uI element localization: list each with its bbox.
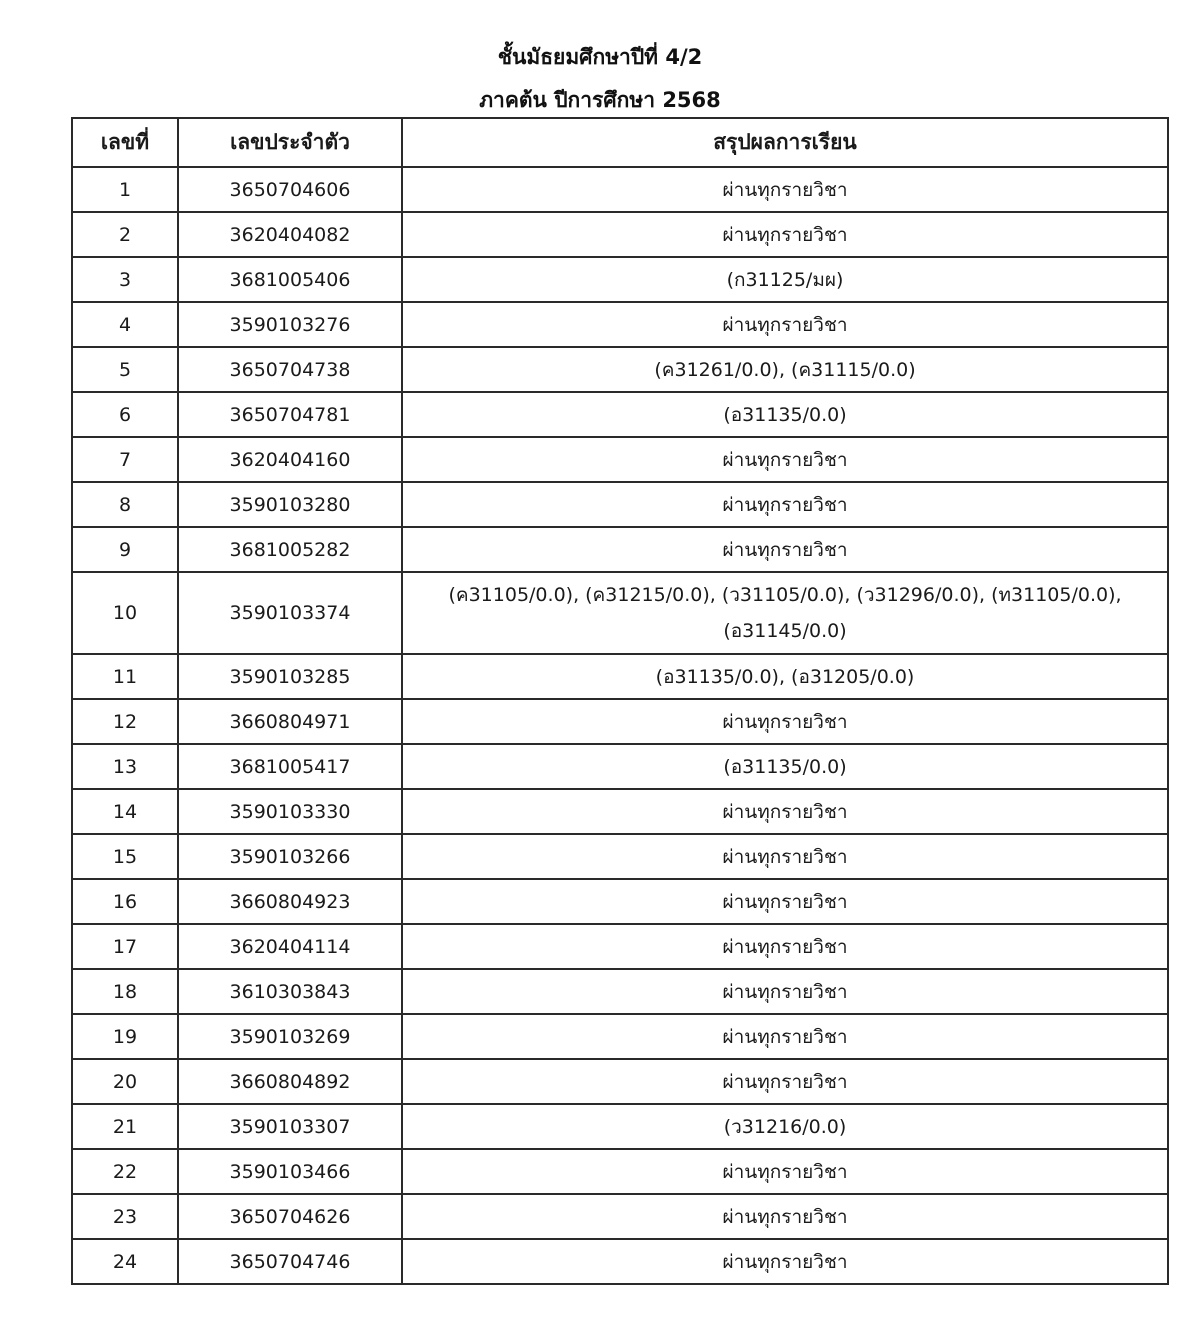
cell-student-id: 3660804923 [178,879,402,924]
cell-number: 13 [72,744,178,789]
cell-number: 17 [72,924,178,969]
cell-result: ผ่านทุกรายวิชา [402,879,1168,924]
document-subtitle: ภาคต้น ปีการศึกษา 2568 [479,88,721,112]
cell-student-id: 3590103307 [178,1104,402,1149]
table-row [72,654,1168,699]
cell-student-id: 3590103466 [178,1149,402,1194]
cell-student-id: 3620404082 [178,212,402,257]
cell-number: 11 [72,654,178,699]
cell-result: ผ่านทุกรายวิชา [402,482,1168,527]
cell-result: ผ่านทุกรายวิชา [402,1149,1168,1194]
table-row [72,969,1168,1014]
cell-number: 23 [72,1194,178,1239]
cell-student-id: 3590103269 [178,1014,402,1059]
cell-number: 5 [72,347,178,392]
cell-result: ผ่านทุกรายวิชา [402,167,1168,212]
cell-result: (ค31261/0.0), (ค31115/0.0) [402,347,1168,392]
cell-student-id: 3590103374 [178,572,402,654]
table-row [72,924,1168,969]
cell-student-id: 3620404160 [178,437,402,482]
cell-result: ผ่านทุกรายวิชา [402,212,1168,257]
cell-student-id: 3660804971 [178,699,402,744]
table-body [72,167,1168,1284]
cell-number: 6 [72,392,178,437]
cell-result: (ค31105/0.0), (ค31215/0.0), (ว31105/0.0), (ว31296/0.0), (ท31105/0.0), (อ31145/0.0) [402,572,1168,654]
cell-result: ผ่านทุกรายวิชา [402,924,1168,969]
table-row [72,347,1168,392]
cell-result: (อ31135/0.0), (อ31205/0.0) [402,654,1168,699]
cell-result: ผ่านทุกรายวิชา [402,789,1168,834]
header-number: เลขที่ [72,118,178,167]
table-row [72,1059,1168,1104]
cell-number: 10 [72,572,178,654]
cell-number: 2 [72,212,178,257]
table-row [72,482,1168,527]
cell-result: ผ่านทุกรายวิชา [402,1059,1168,1104]
cell-number: 1 [72,167,178,212]
table-row [72,392,1168,437]
cell-student-id: 3650704781 [178,392,402,437]
cell-number: 7 [72,437,178,482]
cell-result: ผ่านทุกรายวิชา [402,834,1168,879]
cell-number: 9 [72,527,178,572]
cell-result: ผ่านทุกรายวิชา [402,302,1168,347]
table-row [72,212,1168,257]
cell-student-id: 3650704738 [178,347,402,392]
header-result: สรุปผลการเรียน [402,118,1168,167]
table-row [72,572,1168,654]
cell-student-id: 3590103266 [178,834,402,879]
cell-student-id: 3650704746 [178,1239,402,1284]
table-row [72,1194,1168,1239]
cell-student-id: 3650704626 [178,1194,402,1239]
table-row [72,167,1168,212]
cell-student-id: 3660804892 [178,1059,402,1104]
header-student-id: เลขประจำตัว [178,118,402,167]
cell-number: 3 [72,257,178,302]
cell-number: 15 [72,834,178,879]
cell-student-id: 3650704606 [178,167,402,212]
cell-result: ผ่านทุกรายวิชา [402,969,1168,1014]
cell-number: 19 [72,1014,178,1059]
cell-result: (ก31125/มผ) [402,257,1168,302]
cell-student-id: 3681005417 [178,744,402,789]
table-row [72,744,1168,789]
cell-student-id: 3610303843 [178,969,402,1014]
cell-number: 22 [72,1149,178,1194]
cell-result: (อ31135/0.0) [402,392,1168,437]
cell-number: 14 [72,789,178,834]
table-row [72,1014,1168,1059]
table-row [72,1104,1168,1149]
cell-student-id: 3681005406 [178,257,402,302]
cell-student-id: 3681005282 [178,527,402,572]
table-row [72,834,1168,879]
cell-result: ผ่านทุกรายวิชา [402,1194,1168,1239]
cell-result: ผ่านทุกรายวิชา [402,527,1168,572]
document-title: ชั้นมัธยมศึกษาปีที่ 4/2 [497,45,703,69]
cell-student-id: 3590103330 [178,789,402,834]
table-row [72,437,1168,482]
cell-result: ผ่านทุกรายวิชา [402,437,1168,482]
table-row [72,789,1168,834]
cell-number: 12 [72,699,178,744]
cell-result: ผ่านทุกรายวิชา [402,1239,1168,1284]
cell-number: 8 [72,482,178,527]
cell-result: (ว31216/0.0) [402,1104,1168,1149]
table-row [72,527,1168,572]
cell-student-id: 3620404114 [178,924,402,969]
table-header-row [72,118,1168,167]
cell-student-id: 3590103285 [178,654,402,699]
cell-number: 4 [72,302,178,347]
cell-number: 16 [72,879,178,924]
table-row [72,879,1168,924]
cell-student-id: 3590103276 [178,302,402,347]
cell-number: 24 [72,1239,178,1284]
table-row [72,302,1168,347]
table-row [72,1149,1168,1194]
cell-result: ผ่านทุกรายวิชา [402,1014,1168,1059]
table-row [72,1239,1168,1284]
cell-number: 18 [72,969,178,1014]
results-table [71,117,1169,1285]
cell-result: ผ่านทุกรายวิชา [402,699,1168,744]
cell-number: 20 [72,1059,178,1104]
cell-student-id: 3590103280 [178,482,402,527]
cell-number: 21 [72,1104,178,1149]
cell-result: (อ31135/0.0) [402,744,1168,789]
table-row [72,699,1168,744]
table-row [72,257,1168,302]
